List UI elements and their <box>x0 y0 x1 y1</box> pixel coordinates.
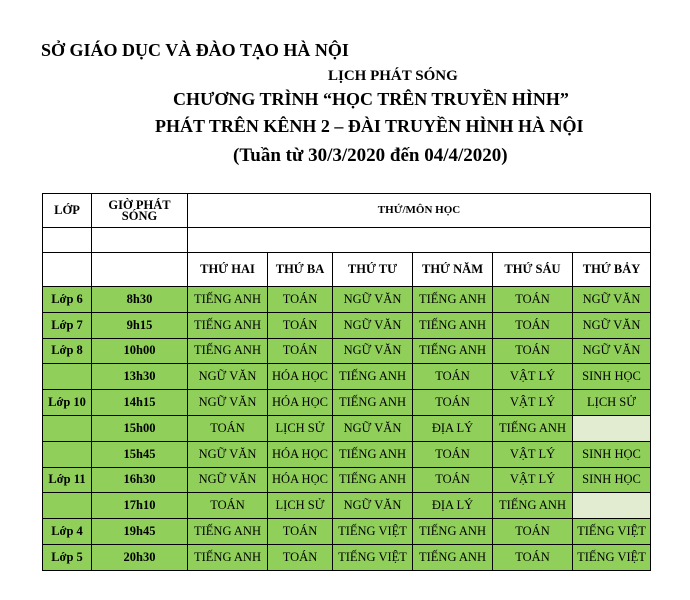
table-row <box>43 467 651 493</box>
day-header: THỨ TƯ <box>333 253 413 287</box>
subject-cell: TIẾNG ANH <box>333 467 413 493</box>
subject-cell: HÓA HỌC <box>268 364 333 390</box>
subject-cell: TIẾNG ANH <box>413 544 493 570</box>
subject-cell: TOÁN <box>268 312 333 338</box>
subject-cell: TOÁN <box>413 364 493 390</box>
subject-cell: NGỮ VĂN <box>333 415 413 441</box>
table-row <box>43 390 651 416</box>
day-header: THỨ HAI <box>188 253 268 287</box>
subject-cell: TIẾNG VIỆT <box>333 544 413 570</box>
header-broadcast-time-line1: GIỜ PHÁT <box>108 197 171 212</box>
subject-cell: TIẾNG ANH <box>413 287 493 313</box>
day-header: THỨ BA <box>268 253 333 287</box>
subject-cell: NGỮ VĂN <box>573 312 651 338</box>
subject-cell: TOÁN <box>493 287 573 313</box>
subject-cell: NGỮ VĂN <box>333 338 413 364</box>
table-row <box>43 338 651 364</box>
time-cell: 15h00 <box>92 415 188 441</box>
subject-cell: TOÁN <box>493 519 573 545</box>
header-broadcast-time <box>92 194 188 228</box>
grade-cell: Lớp 4 <box>43 519 92 545</box>
subject-cell: NGỮ VĂN <box>333 493 413 519</box>
subject-cell: TOÁN <box>413 441 493 467</box>
subject-cell: TOÁN <box>188 415 268 441</box>
day-header: THỨ BẢY <box>573 253 651 287</box>
subject-cell <box>573 415 651 441</box>
blank-cell <box>92 253 188 287</box>
subject-cell: TIẾNG VIỆT <box>573 519 651 545</box>
day-header: THỨ NĂM <box>413 253 493 287</box>
subject-cell: TOÁN <box>413 390 493 416</box>
subject-cell <box>573 493 651 519</box>
header-day-subject: THỨ/MÔN HỌC <box>188 194 651 228</box>
subject-cell: TIẾNG ANH <box>413 312 493 338</box>
subject-cell: TOÁN <box>268 338 333 364</box>
subject-cell: LỊCH SỬ <box>268 415 333 441</box>
time-cell: 15h45 <box>92 441 188 467</box>
table-row <box>43 415 651 441</box>
subject-cell: TOÁN <box>493 312 573 338</box>
table-row <box>43 364 651 390</box>
subject-cell: VẬT LÝ <box>493 441 573 467</box>
subject-cell: TOÁN <box>493 544 573 570</box>
grade-cell: Lớp 7 <box>43 312 92 338</box>
grade-cell: Lớp 5 <box>43 544 92 570</box>
channel-title: PHÁT TRÊN KÊNH 2 – ĐÀI TRUYỀN HÌNH HÀ NỘI <box>155 116 584 136</box>
table-row <box>43 441 651 467</box>
subject-cell: VẬT LÝ <box>493 364 573 390</box>
table-row <box>43 312 651 338</box>
grade-cell <box>43 441 92 467</box>
header-lop: LỚP <box>43 194 92 228</box>
subject-cell: TIẾNG ANH <box>333 364 413 390</box>
grade-cell <box>43 415 92 441</box>
schedule-title: LỊCH PHÁT SÓNG <box>328 68 458 84</box>
table-row <box>43 493 651 519</box>
subject-cell: TOÁN <box>268 544 333 570</box>
subject-cell: TOÁN <box>413 467 493 493</box>
subject-cell: SINH HỌC <box>573 441 651 467</box>
time-cell: 20h30 <box>92 544 188 570</box>
subject-cell: LỊCH SỬ <box>268 493 333 519</box>
subject-cell: ĐỊA LÝ <box>413 493 493 519</box>
program-title: CHƯƠNG TRÌNH “HỌC TRÊN TRUYỀN HÌNH” <box>173 89 569 109</box>
blank-cell <box>43 228 92 253</box>
subject-cell: TIẾNG ANH <box>333 441 413 467</box>
subject-cell: TOÁN <box>268 287 333 313</box>
grade-cell <box>43 364 92 390</box>
subject-cell: TIẾNG VIỆT <box>333 519 413 545</box>
grade-cell: Lớp 8 <box>43 338 92 364</box>
subject-cell: TIẾNG ANH <box>188 544 268 570</box>
subject-cell: TIẾNG ANH <box>413 519 493 545</box>
time-cell: 14h15 <box>92 390 188 416</box>
table-row <box>43 287 651 313</box>
subject-cell: NGỮ VĂN <box>188 364 268 390</box>
time-cell: 17h10 <box>92 493 188 519</box>
subject-cell: NGỮ VĂN <box>333 287 413 313</box>
subject-cell: NGỮ VĂN <box>188 441 268 467</box>
day-header: THỨ SÁU <box>493 253 573 287</box>
grade-cell: Lớp 11 <box>43 467 92 493</box>
subject-cell: TOÁN <box>268 519 333 545</box>
table-row <box>43 544 651 570</box>
subject-cell: NGỮ VĂN <box>333 312 413 338</box>
time-cell: 9h15 <box>92 312 188 338</box>
subject-cell: TIẾNG ANH <box>188 519 268 545</box>
subject-cell: HÓA HỌC <box>268 390 333 416</box>
blank-cell <box>92 228 188 253</box>
time-cell: 19h45 <box>92 519 188 545</box>
header-broadcast-time-line2: SÓNG <box>121 208 158 223</box>
subject-cell: HÓA HỌC <box>268 441 333 467</box>
time-cell: 10h00 <box>92 338 188 364</box>
time-cell: 16h30 <box>92 467 188 493</box>
subject-cell: TIẾNG ANH <box>493 493 573 519</box>
subject-cell: SINH HỌC <box>573 467 651 493</box>
subject-cell: VẬT LÝ <box>493 390 573 416</box>
week-range: (Tuần từ 30/3/2020 đến 04/4/2020) <box>233 145 508 166</box>
subject-cell: NGỮ VĂN <box>188 390 268 416</box>
department-title: SỞ GIÁO DỤC VÀ ĐÀO TẠO HÀ NỘI <box>41 40 349 60</box>
time-cell: 13h30 <box>92 364 188 390</box>
subject-cell: NGỮ VĂN <box>573 287 651 313</box>
grade-cell: Lớp 10 <box>43 390 92 416</box>
subject-cell: TIẾNG ANH <box>493 415 573 441</box>
subject-cell: TIẾNG ANH <box>188 338 268 364</box>
blank-cell <box>188 228 651 253</box>
subject-cell: TIẾNG VIỆT <box>573 544 651 570</box>
blank-cell <box>43 253 92 287</box>
subject-cell: LỊCH SỬ <box>573 390 651 416</box>
subject-cell: TOÁN <box>493 338 573 364</box>
subject-cell: NGỮ VĂN <box>573 338 651 364</box>
subject-cell: HÓA HỌC <box>268 467 333 493</box>
subject-cell: TIẾNG ANH <box>188 312 268 338</box>
subject-cell: ĐỊA LÝ <box>413 415 493 441</box>
grade-cell: Lớp 6 <box>43 287 92 313</box>
subject-cell: TIẾNG ANH <box>188 287 268 313</box>
subject-cell: NGỮ VĂN <box>188 467 268 493</box>
time-cell: 8h30 <box>92 287 188 313</box>
subject-cell: TOÁN <box>188 493 268 519</box>
subject-cell: SINH HỌC <box>573 364 651 390</box>
table-row <box>43 519 651 545</box>
grade-cell <box>43 493 92 519</box>
subject-cell: TIẾNG ANH <box>333 390 413 416</box>
schedule-table <box>42 193 651 571</box>
subject-cell: TIẾNG ANH <box>413 338 493 364</box>
subject-cell: VẬT LÝ <box>493 467 573 493</box>
